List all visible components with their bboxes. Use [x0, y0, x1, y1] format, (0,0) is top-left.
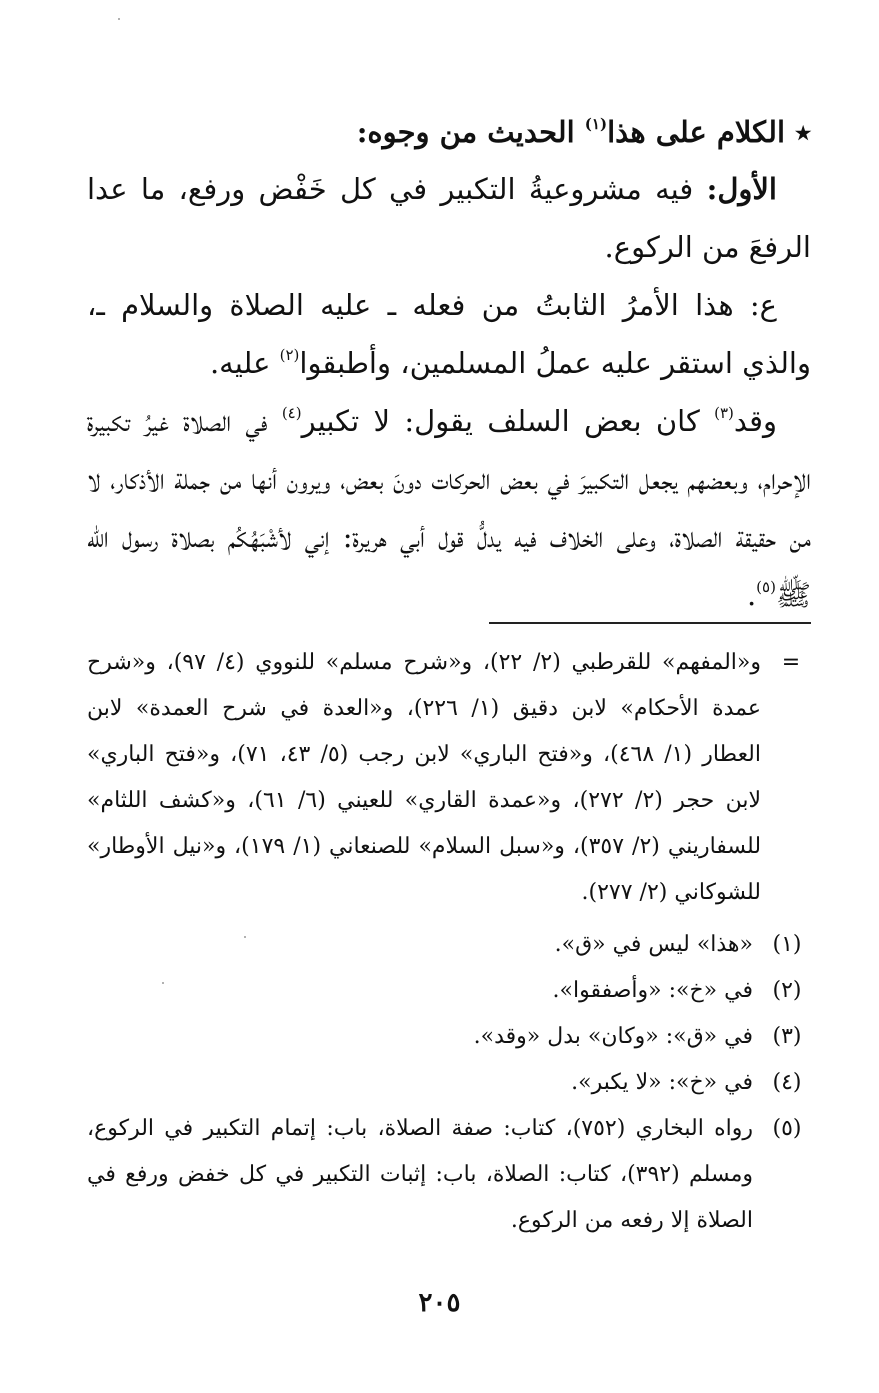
heading-text-end: الحديث من وجوه: [356, 115, 585, 149]
footnote-item [87, 968, 811, 1014]
main-text [87, 108, 811, 624]
paragraph-text: كان بعض السلف يقول: لا تكبير [301, 404, 715, 438]
footnote-continuation [87, 640, 811, 916]
paragraph-second [87, 276, 811, 392]
footnote-item [87, 922, 811, 968]
footnote-number: (٢) [772, 978, 802, 1003]
footnote-ref-5: (٥) [756, 578, 776, 596]
scan-speck [118, 18, 120, 20]
paragraph-text: فيه مشروعيةُ التكبير في كل خَفْض ورفع، ما عدا الرفعَ من الركوع. [87, 172, 811, 264]
footnote-text: في «خ»: «وأصفقوا». [552, 978, 753, 1003]
scan-speck [244, 936, 246, 938]
paragraph-text-end: عليه. [209, 346, 280, 380]
footnote-number: (٤) [772, 1070, 802, 1095]
footnote-number: (١) [772, 932, 802, 957]
footnote-ref-2: (٢) [279, 346, 300, 364]
footnote-ref-3: (٣) [714, 404, 734, 422]
paragraph-text: ع: هذا الأمرُ الثابتُ من فعله ـ عليه الصلاة والسلام ـ، والذي استقر عليه عملُ المسلمين، وأطبقوا [87, 288, 811, 380]
footnote-text: و«المفهم» للقرطبي (٢/ ٢٢)، و«شرح مسلم» للنووي (٤/ ٩٧)، و«شرح عمدة الأحكام» لابن دقيق (١/ ٢٢٦)، و«العدة في شرح العمدة» لابن العطار (١/ ٤٦٨)، و«فتح الباري» لابن رجب (٥/ ٤٣، ٧١)، و«فتح الباري» لابن حجر (٢/ ٢٧٢)، و«عمدة القاري» للعيني (٦/ ٦١)، و«كشف اللثام» للسفاريني (٢/ ٣٥٧)، و«سبل السلام» للصنعاني (١/ ١٧٩)، و«نيل الأوطار» للشوكاني (٢/ ٢٧٧). [87, 650, 762, 905]
paragraph-third [87, 392, 811, 624]
page-number: ٢٠٥ [418, 1288, 461, 1318]
footnote-divider [489, 622, 811, 624]
scan-speck [162, 982, 164, 984]
paragraph-first [87, 160, 811, 276]
continuation-marker: = [781, 650, 801, 675]
paragraph-text-end: . [746, 578, 757, 612]
footnote-text: «هذا» ليس في «ق». [554, 932, 753, 957]
footnote-number: (٣) [772, 1024, 802, 1049]
heading-text: الكلام على هذا [607, 115, 786, 149]
asterisk-icon: ٭ [795, 115, 811, 149]
footnote-text: رواه البخاري (٧٥٢)، كتاب: صفة الصلاة، باب: إتمام التكبير في الركوع، ومسلم (٣٩٢)، كتاب: الصلاة، باب: إثبات التكبير في كل خفض ورفع في الصلاة إلا رفعه من الركوع. [87, 1116, 753, 1233]
footnote-item [87, 1014, 811, 1060]
footnote-ref-4: (٤) [281, 404, 302, 422]
paragraph-label: الأول: [706, 172, 777, 206]
footnote-ref-1: (١) [584, 115, 608, 133]
footnote-text: في «خ»: «لا يكبر». [571, 1070, 753, 1095]
paragraph-text: وقد [733, 404, 777, 438]
footnote-text: في «ق»: «وكان» بدل «وقد». [473, 1024, 753, 1049]
footnote-item [87, 1060, 811, 1106]
footnotes [87, 640, 811, 1244]
footnote-item [87, 1106, 811, 1244]
paragraph-text: في الصلاة غيرُ تكبيرة الإحرام، وبعضهم يجعل التكبيرَ في بعض الحركات دونَ بعض، ويرون أنها من جملة الأذكار، لا من حقيقة الصلاة، وعلى الخلاف فيه يدلُّ قول أبي هريرة: إني لأشْبَهُكُم بصلاة رسول الله ﷺ [87, 404, 811, 612]
footnote-number: (٥) [772, 1116, 802, 1141]
section-heading [87, 108, 811, 156]
